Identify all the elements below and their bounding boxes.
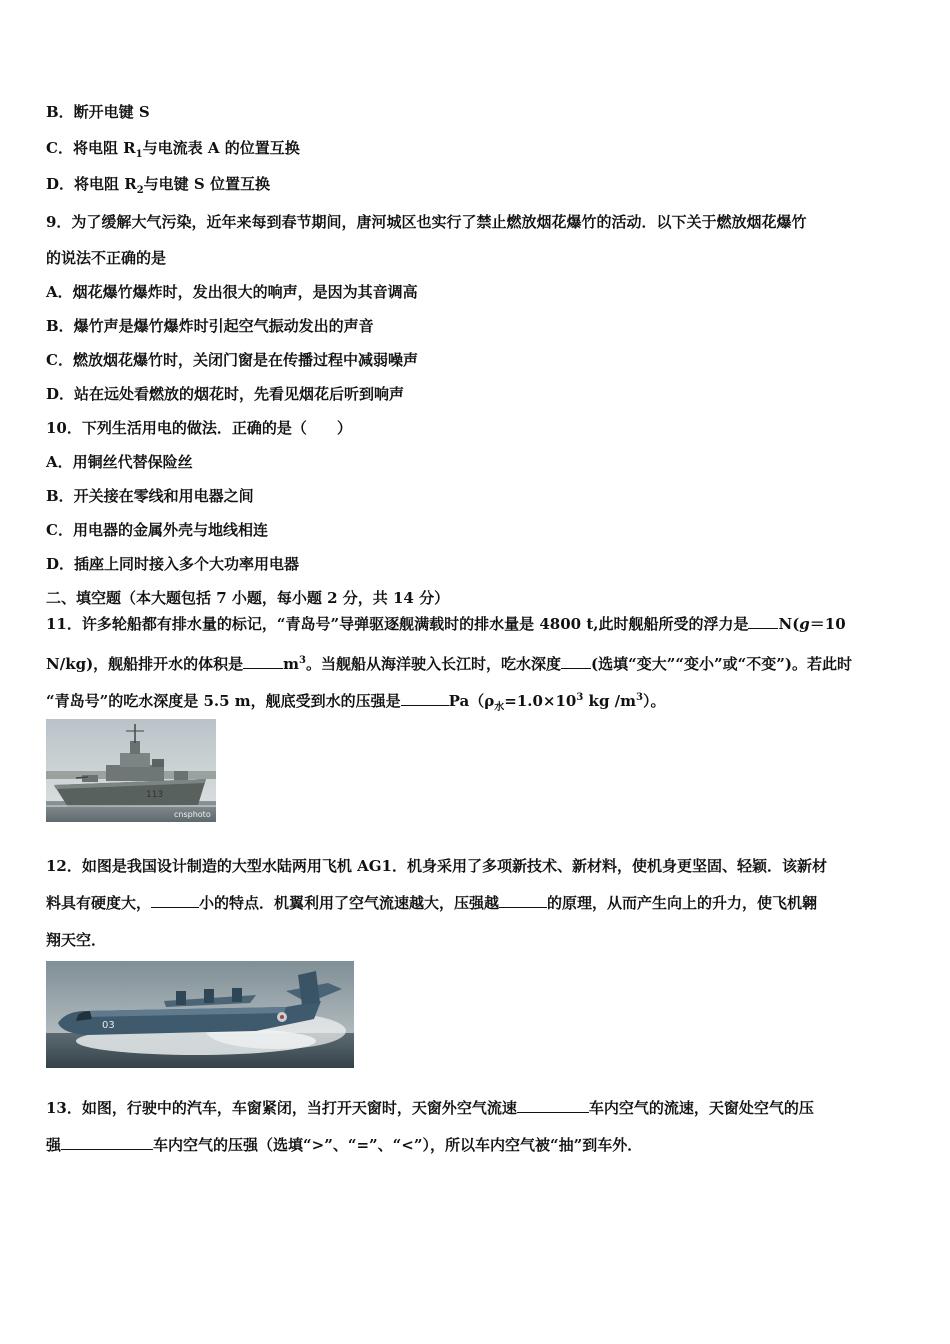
q9-option-d: D．站在远处看燃放的烟花时，先看见烟花后听到响声 bbox=[46, 385, 405, 403]
q10-option-d: D．插座上同时接入多个大功率用电器 bbox=[46, 555, 300, 573]
q11-line3: “青岛号”的吃水深度是 5.5 m，舰底受到水的压强是 $Pa(\rho_水=1.0\times 10^3$ kg $/m^3$）。 bbox=[46, 692, 666, 713]
q9-stem-line1: 9．为了缓解大气污染，近年来每到春节期间，唐河城区也实行了禁止燃放烟花爆竹的活动．以下关于燃放烟花爆竹 bbox=[46, 213, 807, 231]
svg-text:03: 03 bbox=[102, 1020, 115, 1031]
q8-option-d: D．将电阻 $R_2$与电键 S 位置互换 bbox=[46, 175, 270, 196]
q9-stem-line2: 的说法不正确的是 bbox=[46, 249, 167, 267]
q12-blank-2[interactable] bbox=[499, 893, 547, 908]
q12-line2: 料具有硬度大， 小的特点．机翼利用了空气流速越大，压强越 的原理，从而产生向上的升力，使飞机翱 bbox=[46, 894, 818, 912]
q8-option-b: B．断开电键 S bbox=[46, 103, 150, 121]
q10-option-a: A．用铜丝代替保险丝 bbox=[46, 453, 193, 471]
section-heading: 二、填空题（本大题包括 7 小题，每小题 2 分，共 14 分） bbox=[46, 589, 450, 607]
amphibious-aircraft-photo bbox=[46, 961, 354, 1068]
q12-line3: 翔天空． bbox=[46, 931, 107, 949]
q8-option-c: C．将电阻 $R_1$与电流表 A 的位置互换 bbox=[46, 139, 300, 160]
q11-line1: 11．许多轮船都有排水量的标记，“青岛号”导弹驱逐舰满载时的排水量是 4800 t,此时舰船所受的浮力是 N(g＝10 bbox=[46, 615, 846, 633]
q11-blank-volume[interactable] bbox=[243, 654, 283, 669]
q13-blank-2[interactable] bbox=[61, 1135, 153, 1150]
q13-line2: 强 车内空气的压强（选填“>”、“=”、“<”），所以车内空气被“抽”到车外． bbox=[46, 1136, 643, 1154]
destroyer-photo bbox=[46, 719, 216, 822]
q10-stem: 10．下列生活用电的做法．正确的是（ ） bbox=[46, 419, 352, 437]
q9-option-c: C．燃放烟花爆竹时，关闭门窗是在传播过程中减弱噪声 bbox=[46, 351, 418, 369]
q10-option-c: C．用电器的金属外壳与地线相连 bbox=[46, 521, 268, 539]
q9-option-a: A．烟花爆竹爆炸时，发出很大的响声，是因为其音调高 bbox=[46, 283, 418, 301]
q12-line1: 12．如图是我国设计制造的大型水陆两用飞机 AG1．机身采用了多项新技术、新材料，使机身更坚固、轻颖．该新材 bbox=[46, 857, 827, 875]
svg-text:113: 113 bbox=[146, 790, 164, 800]
q11-blank-depth[interactable] bbox=[561, 654, 591, 669]
q9-option-b: B．爆竹声是爆竹爆炸时引起空气振动发出的声音 bbox=[46, 317, 374, 335]
q11-blank-buoyancy[interactable] bbox=[748, 614, 778, 629]
q11-blank-pressure[interactable] bbox=[401, 691, 449, 706]
q12-blank-1[interactable] bbox=[151, 893, 199, 908]
q13-line1: 13．如图，行驶中的汽车，车窗紧闭，当打开天窗时，天窗外空气流速 车内空气的流速，天窗处空气的压 bbox=[46, 1099, 814, 1117]
q10-option-b: B．开关接在零线和用电器之间 bbox=[46, 487, 254, 505]
photo-watermark: cnsphoto bbox=[174, 810, 211, 819]
q13-blank-1[interactable] bbox=[517, 1098, 589, 1113]
q11-line2: N/kg)，舰船排开水的体积是 $m^3$。当舰船从海洋驶入长江时，吃水深度 (选填“变大”“变小”或“不变”)。若此时 bbox=[46, 655, 852, 673]
